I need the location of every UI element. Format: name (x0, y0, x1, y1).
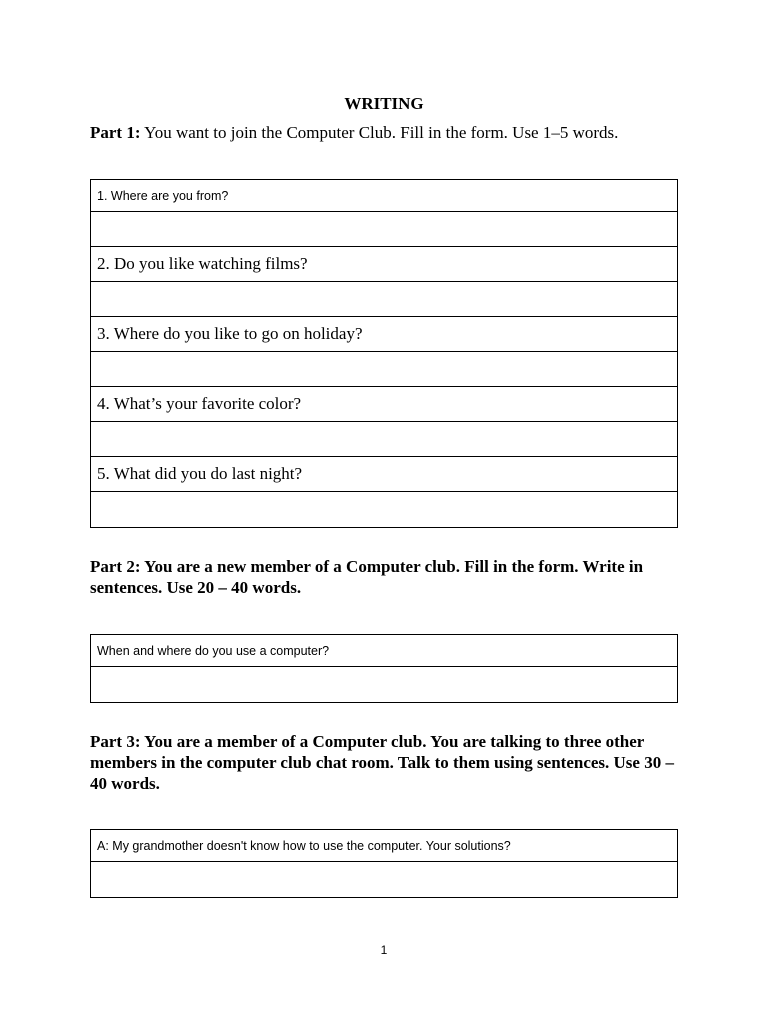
answer-field[interactable] (91, 862, 677, 897)
question-row (91, 830, 677, 862)
question-label: 3. Where do you like to go on holiday? (97, 324, 363, 343)
part1-label: Part 1: (90, 123, 141, 142)
question-row (91, 317, 677, 352)
part1-form (90, 179, 678, 528)
question-label: 4. What’s your favorite color? (97, 394, 302, 413)
part2-heading: Part 2: You are a new member of a Computer club. Fill in the form. Write in sentences. Use 20 – 40 words. (90, 557, 644, 597)
question-row (91, 247, 677, 282)
answer-field[interactable] (91, 492, 677, 527)
question-row (91, 457, 677, 492)
question-label: 2. Do you like watching films? (97, 254, 308, 273)
question-row (91, 387, 677, 422)
question-label: When and where do you use a computer? (97, 643, 330, 658)
answer-field[interactable] (91, 422, 677, 457)
answer-field[interactable] (91, 352, 677, 387)
question-label: 1. Where are you from? (97, 188, 229, 203)
question-label: 5. What did you do last night? (97, 464, 303, 483)
answer-field[interactable] (91, 212, 677, 247)
question-row (91, 180, 677, 212)
answer-field[interactable] (91, 667, 677, 702)
page-number: 1 (380, 943, 388, 957)
question-label: A: My grandmother doesn't know how to use the computer. Your solutions? (97, 838, 511, 853)
answer-field[interactable] (91, 282, 677, 317)
page-title: WRITING (344, 94, 424, 113)
part3-form (90, 829, 678, 898)
part3-heading: Part 3: You are a member of a Computer club. You are talking to three other members in the computer club chat room. Talk to them using sentences. Use 30 – 40 words. (90, 732, 674, 793)
question-row (91, 635, 677, 667)
part1-instruction-text: You want to join the Computer Club. Fill in the form. Use 1–5 words. (144, 123, 619, 142)
part1-instruction (90, 123, 690, 143)
part2-form (90, 634, 678, 703)
